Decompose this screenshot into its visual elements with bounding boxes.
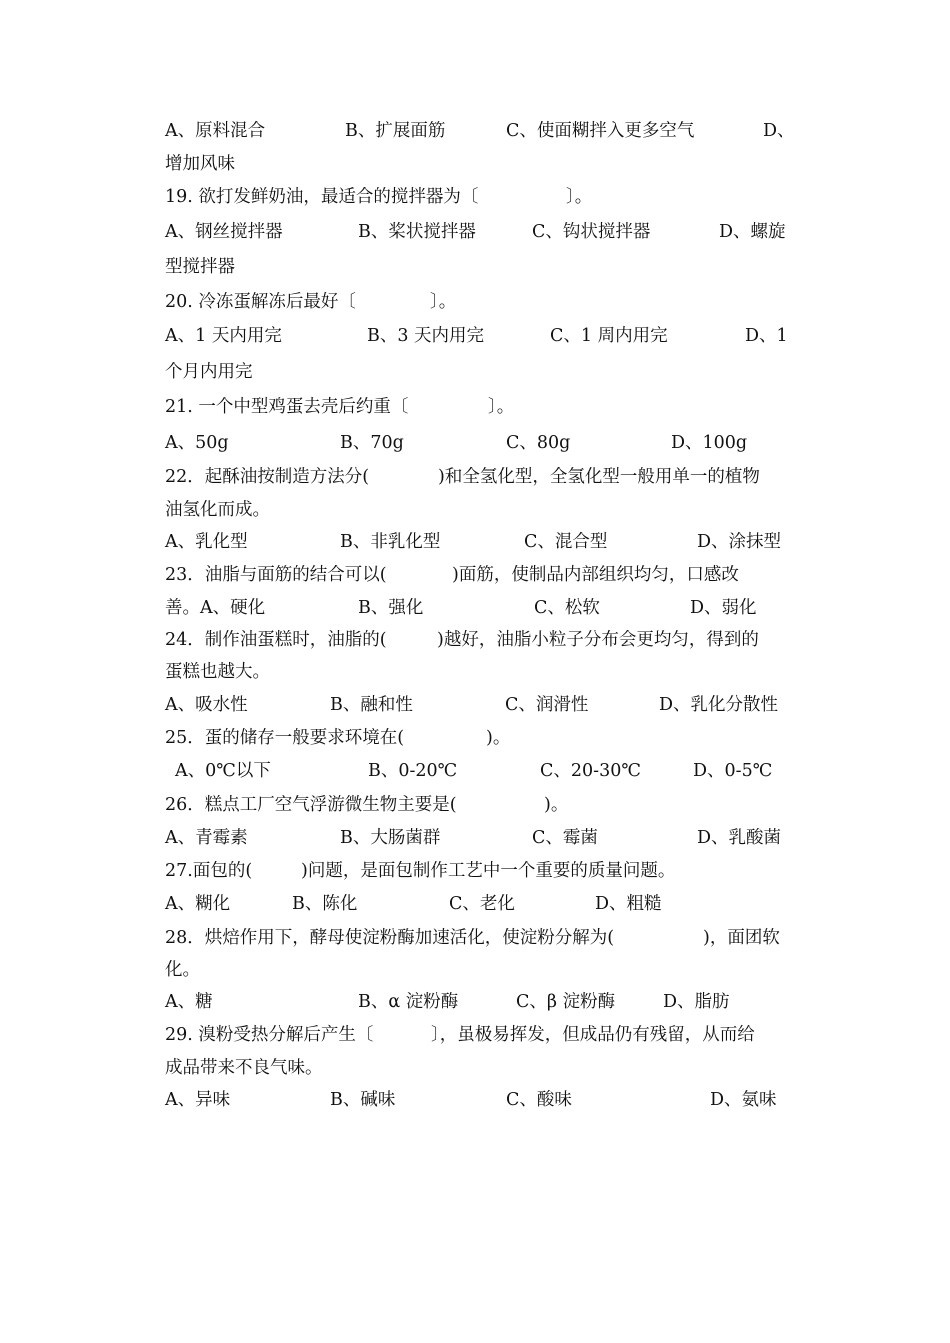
text-segment: C、使面糊拌入更多空气 bbox=[506, 121, 695, 141]
text-segment: D、氨味 bbox=[710, 1090, 777, 1110]
text-segment: A、50g bbox=[165, 433, 229, 453]
text-segment: A、1 天内用完 bbox=[165, 326, 282, 346]
text-segment: B、大肠菌群 bbox=[340, 828, 441, 848]
text-segment: B、强化 bbox=[358, 598, 424, 618]
text-segment: D、脂肪 bbox=[663, 992, 730, 1012]
text-segment: B、3 天内用完 bbox=[367, 326, 485, 346]
text-segment: 油氢化而成。 bbox=[165, 500, 270, 520]
text-segment: B、碱味 bbox=[330, 1090, 396, 1110]
text-segment: )问题，是面包制作工艺中一个重要的质量问题。 bbox=[301, 861, 676, 881]
text-segment: )，面团软 bbox=[703, 928, 780, 948]
text-segment: 善。A、硬化 bbox=[165, 598, 266, 618]
text-segment: C、80g bbox=[506, 433, 571, 453]
text-segment: D、 bbox=[763, 121, 795, 141]
text-segment: 成品带来不良气味。 bbox=[165, 1058, 323, 1078]
text-segment: C、钩状搅拌器 bbox=[532, 222, 651, 242]
text-segment: 29. 溴粉受热分解后产生〔 bbox=[165, 1025, 374, 1045]
text-segment: 增加风味 bbox=[165, 154, 235, 174]
text-segment: C、松软 bbox=[534, 598, 600, 618]
text-segment: B、陈化 bbox=[292, 894, 358, 914]
text-segment: 21. 一个中型鸡蛋去壳后约重〔 bbox=[165, 397, 409, 417]
text-segment: A、钢丝搅拌器 bbox=[165, 222, 283, 242]
text-segment: D、乳化分散性 bbox=[659, 695, 779, 715]
text-segment: 化。 bbox=[165, 960, 200, 980]
text-segment: A、乳化型 bbox=[165, 532, 248, 552]
text-segment: A、青霉素 bbox=[165, 828, 248, 848]
text-segment: A、糖 bbox=[165, 992, 213, 1012]
text-segment: 蛋糕也越大。 bbox=[165, 662, 270, 682]
text-segment: )越好，油脂小粒子分布会更均匀，得到的 bbox=[437, 630, 759, 650]
text-segment: D、涂抹型 bbox=[697, 532, 782, 552]
text-segment: 个月内用完 bbox=[165, 362, 253, 382]
text-segment: 22．起酥油按制造方法分( bbox=[165, 467, 370, 487]
text-segment: B、桨状搅拌器 bbox=[358, 222, 476, 242]
text-segment: A、糊化 bbox=[165, 894, 231, 914]
text-segment: B、扩展面筋 bbox=[345, 121, 446, 141]
text-segment: D、弱化 bbox=[690, 598, 757, 618]
text-segment: A、异味 bbox=[165, 1090, 231, 1110]
text-segment: D、1 bbox=[745, 326, 788, 346]
text-segment: D、0-5℃ bbox=[693, 761, 773, 781]
text-segment: 〕，虽极易挥发，但成品仍有残留，从而给 bbox=[431, 1025, 755, 1045]
text-segment: 27.面包的( bbox=[165, 861, 253, 881]
text-segment: 20. 冷冻蛋解冻后最好〔 bbox=[165, 292, 356, 312]
text-segment: 24．制作油蛋糕时，油脂的( bbox=[165, 630, 387, 650]
text-segment: C、1 周内用完 bbox=[550, 326, 668, 346]
text-segment: 26．糕点工厂空气浮游微生物主要是( bbox=[165, 795, 457, 815]
text-segment: C、老化 bbox=[449, 894, 515, 914]
text-segment: C、20-30℃ bbox=[540, 761, 641, 781]
text-segment: B、0-20℃ bbox=[368, 761, 458, 781]
text-segment: 23．油脂与面筋的结合可以( bbox=[165, 565, 387, 585]
text-segment: A、吸水性 bbox=[165, 695, 248, 715]
text-segment: D、螺旋 bbox=[719, 222, 786, 242]
text-segment: )和全氢化型，全氢化型一般用单一的植物 bbox=[438, 467, 760, 487]
text-segment: C、β 淀粉酶 bbox=[516, 992, 616, 1012]
text-segment: 28．烘焙作用下，酵母使淀粉酶加速活化，使淀粉分解为( bbox=[165, 928, 615, 948]
text-segment: B、α 淀粉酶 bbox=[358, 992, 459, 1012]
text-segment: 〕。 bbox=[488, 397, 515, 417]
text-segment: 25．蛋的储存一般要求环境在( bbox=[165, 728, 405, 748]
text-segment: D、粗糙 bbox=[595, 894, 662, 914]
text-segment: 19. 欲打发鲜奶油，最适合的搅拌器为〔 bbox=[165, 187, 479, 207]
text-segment: C、润滑性 bbox=[505, 695, 589, 715]
text-segment: )。 bbox=[544, 795, 569, 815]
text-segment: C、酸味 bbox=[506, 1090, 572, 1110]
text-segment: 〕。 bbox=[430, 292, 457, 312]
text-segment: A、原料混合 bbox=[165, 121, 266, 141]
text-segment: C、霉菌 bbox=[532, 828, 598, 848]
text-segment: 〕。 bbox=[566, 187, 593, 207]
text-segment: A、0℃以下 bbox=[175, 761, 271, 781]
text-segment: D、乳酸菌 bbox=[697, 828, 782, 848]
text-segment: D、100g bbox=[671, 433, 748, 453]
text-segment: B、70g bbox=[340, 433, 404, 453]
text-segment: B、融和性 bbox=[330, 695, 413, 715]
text-segment: )面筋，使制品内部组织均匀，口感改 bbox=[452, 565, 739, 585]
text-segment: 型搅拌器 bbox=[165, 257, 235, 277]
text-segment: )。 bbox=[486, 728, 511, 748]
text-segment: C、混合型 bbox=[524, 532, 608, 552]
text-segment: B、非乳化型 bbox=[340, 532, 441, 552]
